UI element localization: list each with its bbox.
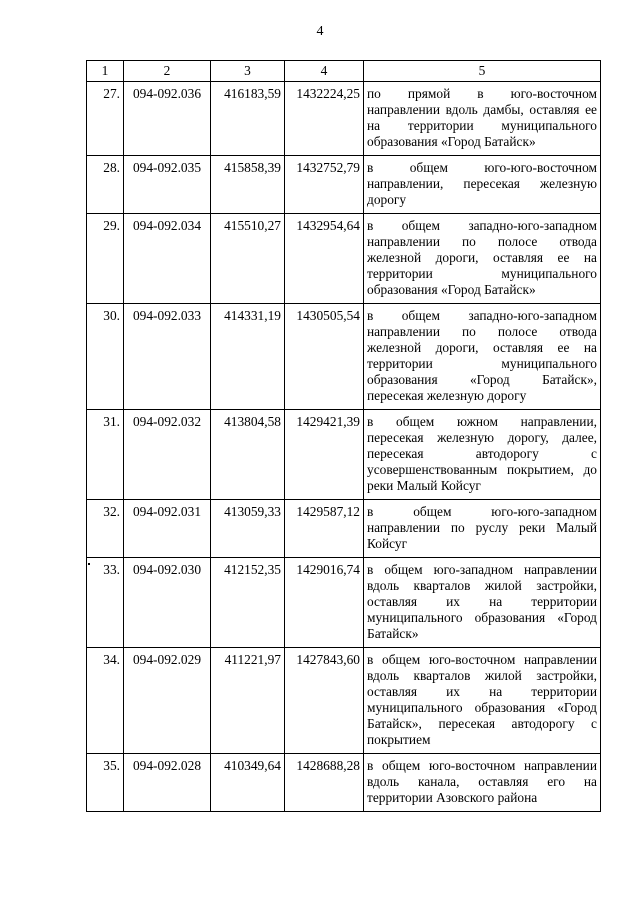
row-number: 29. (87, 214, 124, 304)
coord-x: 413059,33 (211, 500, 285, 558)
header-col-2: 2 (124, 61, 211, 82)
coord-y: 1432752,79 (285, 156, 364, 214)
coord-x: 415510,27 (211, 214, 285, 304)
coord-x: 410349,64 (211, 754, 285, 812)
coord-y: 1429587,12 (285, 500, 364, 558)
point-code: 094-092.032 (124, 410, 211, 500)
boundary-description: в общем западно-юго-западном направлении по полосе отвода железной дороги, оставляя ее на территории муниципального образования «Город Батайск», пересекая железную дорогу (364, 304, 601, 410)
table-row (87, 500, 601, 558)
coord-y: 1429016,74 (285, 558, 364, 648)
row-number: 28. (87, 156, 124, 214)
table-row (87, 82, 601, 156)
table-row (87, 754, 601, 812)
row-number: 27. (87, 82, 124, 156)
point-code: 094-092.034 (124, 214, 211, 304)
row-number: 33. (87, 558, 124, 648)
row-number: 30. (87, 304, 124, 410)
coord-x: 413804,58 (211, 410, 285, 500)
boundary-description: в общем юго-восточном направлении вдоль кварталов жилой застройки, оставляя их на территории муниципального образования «Город Батайск», пересекая автодорогу с покрытием (364, 648, 601, 754)
point-code: 094-092.029 (124, 648, 211, 754)
point-code: 094-092.028 (124, 754, 211, 812)
coord-y: 1432954,64 (285, 214, 364, 304)
coord-y: 1428688,28 (285, 754, 364, 812)
header-col-4: 4 (285, 61, 364, 82)
boundary-description: в общем южном направлении, пересекая железную дорогу, далее, пересекая автодорогу с усовершенствованным покрытием, до реки Малый Койсуг (364, 410, 601, 500)
coord-x: 414331,19 (211, 304, 285, 410)
coord-y: 1429421,39 (285, 410, 364, 500)
boundary-description: в общем юго-западном направлении вдоль кварталов жилой застройки, оставляя их на территории муниципального образования «Город Батайск» (364, 558, 601, 648)
point-code: 094-092.031 (124, 500, 211, 558)
boundary-points-table (86, 60, 601, 812)
point-code: 094-092.030 (124, 558, 211, 648)
coord-x: 416183,59 (211, 82, 285, 156)
row-number: 31. (87, 410, 124, 500)
point-code: 094-092.036 (124, 82, 211, 156)
coord-y: 1430505,54 (285, 304, 364, 410)
scan-speck (88, 563, 90, 565)
point-code: 094-092.035 (124, 156, 211, 214)
coord-x: 412152,35 (211, 558, 285, 648)
table-header-row (87, 61, 601, 82)
boundary-description: в общем юго-восточном направлении вдоль канала, оставляя его на территории Азовского района (364, 754, 601, 812)
table-row (87, 304, 601, 410)
header-col-3: 3 (211, 61, 285, 82)
table-row (87, 558, 601, 648)
boundary-description: по прямой в юго-восточном направлении вдоль дамбы, оставляя ее на территории муниципального образования «Город Батайск» (364, 82, 601, 156)
table-row (87, 648, 601, 754)
row-number: 32. (87, 500, 124, 558)
row-number: 34. (87, 648, 124, 754)
boundary-description: в общем западно-юго-западном направлении по полосе отвода железной дороги, оставляя ее на территории муниципального образования «Город Батайск» (364, 214, 601, 304)
boundary-description: в общем юго-юго-восточном направлении, пересекая железную дорогу (364, 156, 601, 214)
boundary-description: в общем юго-юго-западном направлении по руслу реки Малый Койсуг (364, 500, 601, 558)
table-row (87, 156, 601, 214)
table-row (87, 214, 601, 304)
coord-y: 1427843,60 (285, 648, 364, 754)
row-number: 35. (87, 754, 124, 812)
header-col-5: 5 (364, 61, 601, 82)
table-row (87, 410, 601, 500)
coord-y: 1432224,25 (285, 82, 364, 156)
header-col-1: 1 (87, 61, 124, 82)
coord-x: 415858,39 (211, 156, 285, 214)
point-code: 094-092.033 (124, 304, 211, 410)
coord-x: 411221,97 (211, 648, 285, 754)
page-number: 4 (316, 24, 324, 39)
